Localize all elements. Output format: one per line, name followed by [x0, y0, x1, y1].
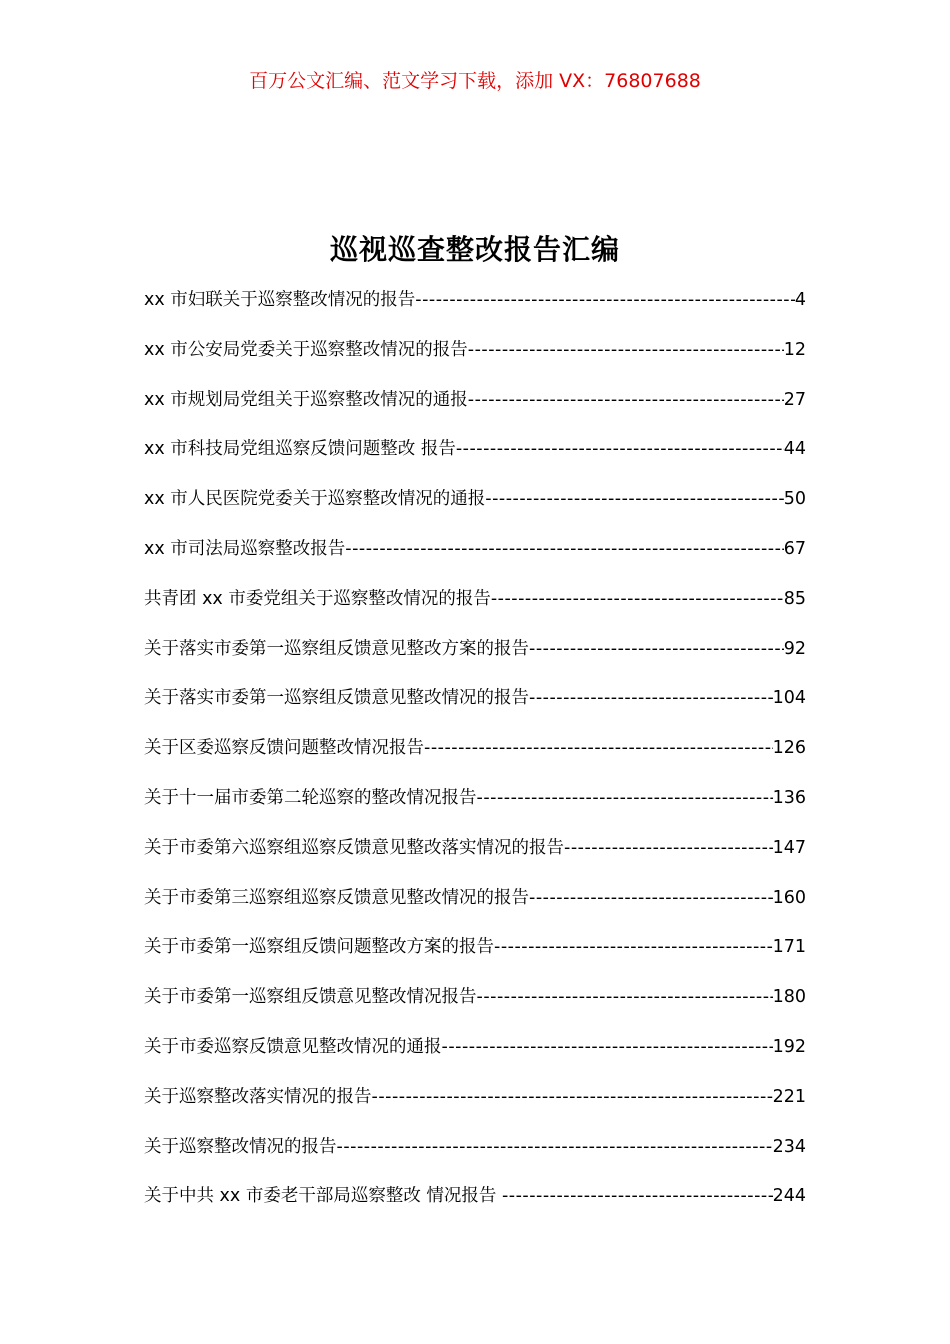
toc-dot-leader: [415, 284, 795, 316]
document-title: 巡视巡查整改报告汇编: [329, 233, 620, 266]
toc-entry: [144, 981, 806, 1031]
toc-dot-leader: [477, 981, 773, 1013]
toc-entry-title: 关于中共 xx 市委老干部局巡察整改 情况报告: [144, 1186, 502, 1207]
toc-entry: [144, 782, 806, 832]
toc-dot-leader: [468, 384, 784, 416]
toc-entry-title: 关于十一届市委第二轮巡察的整改情况报告: [144, 787, 477, 808]
toc-dot-leader: [485, 483, 783, 515]
toc-entry-title: xx 市妇联关于巡察整改情况的报告: [144, 290, 416, 310]
toc-entry-page: 44: [783, 439, 806, 460]
toc-entry-page: 180: [772, 987, 806, 1008]
toc-entry: [144, 633, 806, 683]
toc-entry-title: 关于区委巡察反馈问题整改情况报告: [144, 738, 424, 759]
toc-entry-page: 126: [772, 738, 806, 759]
toc-entry: [144, 832, 806, 882]
toc-dot-leader: [564, 832, 773, 864]
toc-entry-title: 关于巡察整改落实情况的报告: [144, 1086, 372, 1107]
toc-entry-page: 50: [783, 489, 806, 510]
toc-entry: [144, 931, 806, 981]
toc-entry-page: 27: [783, 389, 806, 410]
table-of-contents: [144, 284, 806, 1230]
toc-entry: [144, 1031, 806, 1081]
toc-entry-title: 关于落实市委第一巡察组反馈意见整改方案的报告: [144, 638, 529, 659]
toc-dot-leader: [442, 1031, 773, 1063]
toc-entry-page: 136: [772, 787, 806, 808]
toc-entry: [144, 1180, 806, 1230]
toc-dot-leader: [477, 782, 773, 814]
toc-entry: [144, 1131, 806, 1181]
toc-dot-leader: [529, 882, 773, 914]
toc-entry: [144, 483, 806, 533]
toc-entry-title: 关于市委第一巡察组反馈问题整改方案的报告: [144, 937, 494, 958]
toc-entry-page: 104: [772, 688, 806, 709]
toc-entry-page: 92: [783, 638, 806, 659]
toc-entry-page: 244: [772, 1186, 806, 1207]
toc-entry: [144, 384, 806, 434]
header-note: 百万公文汇编、范文学习下载，添加 VX：76807688: [249, 70, 701, 92]
toc-entry: [144, 1081, 806, 1131]
toc-entry: [144, 284, 806, 334]
toc-entry-page: 221: [772, 1086, 806, 1107]
toc-entry-title: xx 市规划局党组关于巡察整改情况的通报: [144, 389, 468, 410]
toc-entry: [144, 583, 806, 633]
toc-entry-page: 234: [772, 1136, 806, 1157]
toc-dot-leader: [337, 1131, 773, 1163]
toc-entry-title: 关于市委第六巡察组巡察反馈意见整改落实情况的报告: [144, 837, 564, 858]
toc-entry-title: 关于市委巡察反馈意见整改情况的通报: [144, 1036, 442, 1057]
toc-dot-leader: [345, 533, 783, 565]
toc-entry-title: 关于巡察整改情况的报告: [144, 1136, 337, 1157]
toc-dot-leader: [502, 1180, 773, 1212]
toc-entry-title: xx 市公安局党委关于巡察整改情况的报告: [144, 339, 468, 360]
toc-entry-page: 67: [783, 538, 806, 559]
toc-entry-title: 关于市委第一巡察组反馈意见整改情况报告: [144, 987, 477, 1008]
toc-dot-leader: [424, 732, 773, 764]
toc-entry-title: 关于落实市委第一巡察组反馈意见整改情况的报告: [144, 688, 529, 709]
toc-entry-page: 192: [772, 1036, 806, 1057]
toc-entry-page: 12: [783, 339, 806, 360]
toc-entry-title: 共青团 xx 市委党组关于巡察整改情况的报告: [144, 588, 491, 609]
toc-entry: [144, 533, 806, 583]
toc-entry: [144, 682, 806, 732]
toc-entry-page: 85: [783, 588, 806, 609]
toc-entry-page: 4: [794, 290, 806, 310]
toc-entry-title: xx 市人民医院党委关于巡察整改情况的通报: [144, 489, 486, 510]
toc-entry-title: 关于市委第三巡察组巡察反馈意见整改情况的报告: [144, 887, 529, 908]
toc-dot-leader: [372, 1081, 773, 1113]
toc-entry: [144, 433, 806, 483]
toc-entry-page: 160: [772, 887, 806, 908]
toc-entry-title: xx 市科技局党组巡察反馈问题整改 报告: [144, 439, 456, 460]
toc-dot-leader: [491, 583, 784, 615]
toc-entry: [144, 882, 806, 932]
toc-entry: [144, 334, 806, 384]
toc-dot-leader: [494, 931, 773, 963]
toc-dot-leader: [529, 682, 773, 714]
toc-dot-leader: [468, 334, 784, 366]
toc-entry: [144, 732, 806, 782]
toc-entry-page: 171: [772, 937, 806, 958]
toc-dot-leader: [456, 433, 784, 465]
toc-entry-title: xx 市司法局巡察整改报告: [144, 538, 346, 559]
toc-entry-page: 147: [772, 837, 806, 858]
toc-dot-leader: [529, 633, 784, 665]
